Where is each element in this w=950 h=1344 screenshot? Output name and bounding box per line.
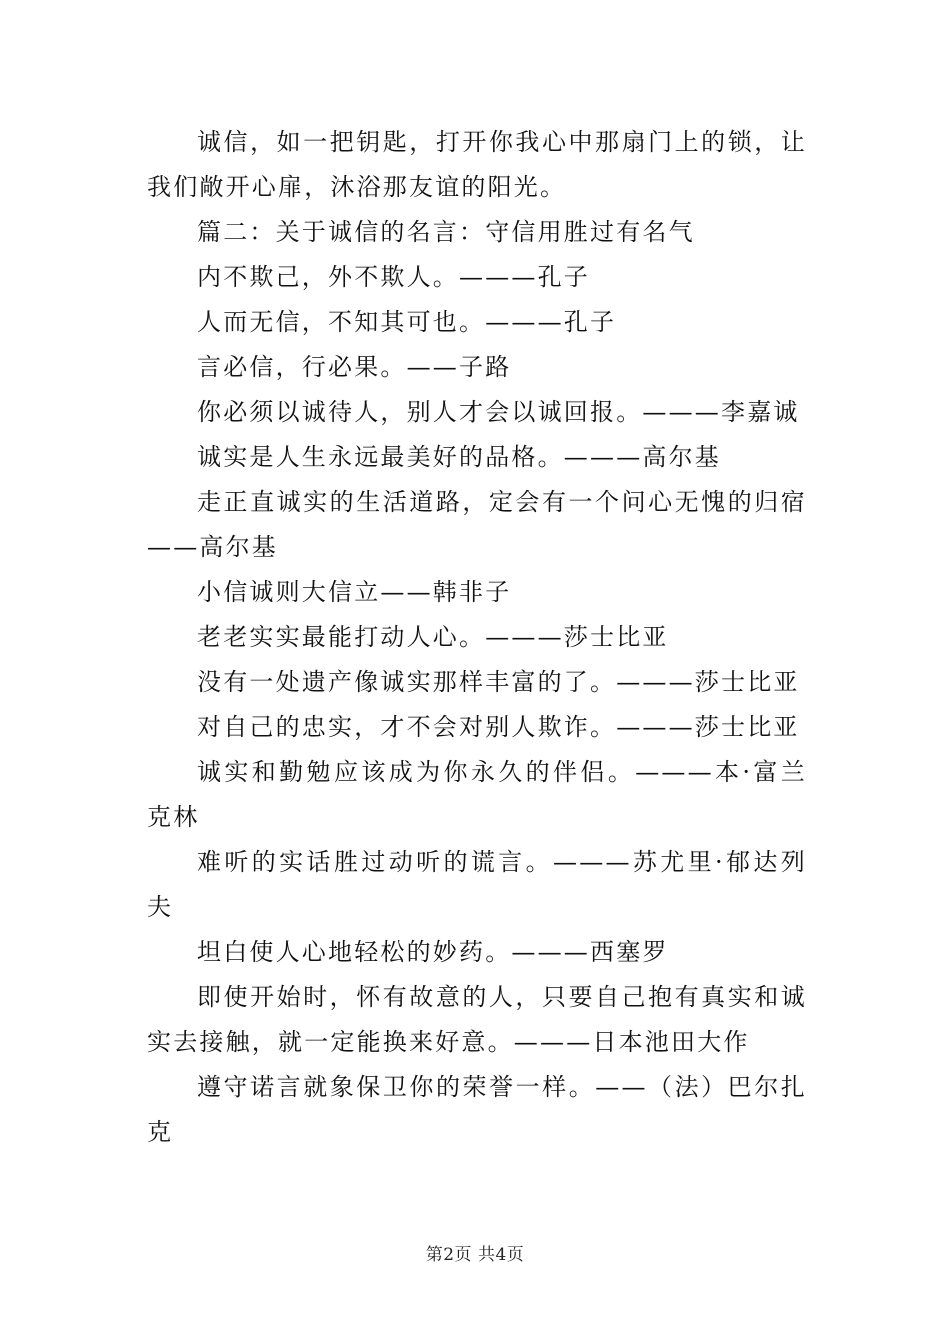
paragraph-intro: 诚信，如一把钥匙，打开你我心中那扇门上的锁，让我们敞开心扉，沐浴那友谊的阳光。: [147, 128, 807, 201]
quote-line: 坦白使人心地轻松的妙药。———西塞罗: [197, 938, 669, 966]
quote-line: 老老实实最能打动人心。———莎士比亚: [197, 623, 669, 651]
quote-line: 即使开始时，怀有故意的人，只要自己抱有真实和诚实去接触，就一定能换来好意。———日本池田大作: [147, 983, 807, 1056]
quote-line: 人而无信，不知其可也。———孔子: [197, 308, 617, 336]
quote-line: 遵守诺言就象保卫你的荣誉一样。——（法）巴尔扎克: [147, 1073, 807, 1146]
quote-line: 你必须以诚待人，别人才会以诚回报。———李嘉诚: [197, 398, 800, 426]
quote-line: 对自己的忠实，才不会对别人欺诈。———莎士比亚: [197, 713, 800, 741]
quote-line: 小信诚则大信立——韩非子: [197, 578, 512, 606]
quote-line: 难听的实话胜过动听的谎言。———苏尤里·郁达列夫: [147, 848, 807, 921]
document-body: [147, 120, 807, 1155]
section-heading: 篇二：关于诚信的名言：守信用胜过有名气: [197, 218, 695, 246]
quote-line: 言必信，行必果。——子路: [197, 353, 512, 381]
quote-line: 走正直诚实的生活道路，定会有一个问心无愧的归宿——高尔基: [147, 488, 807, 561]
quote-line: 没有一处遗产像诚实那样丰富的了。———莎士比亚: [197, 668, 800, 696]
quote-line: 诚实和勤勉应该成为你永久的伴侣。———本·富兰克林: [147, 758, 807, 831]
quote-line: 内不欺己，外不欺人。———孔子: [197, 263, 590, 291]
quote-line: 诚实是人生永远最美好的品格。———高尔基: [197, 443, 721, 471]
page-number-footer: 第2页 共4页: [425, 1245, 525, 1265]
